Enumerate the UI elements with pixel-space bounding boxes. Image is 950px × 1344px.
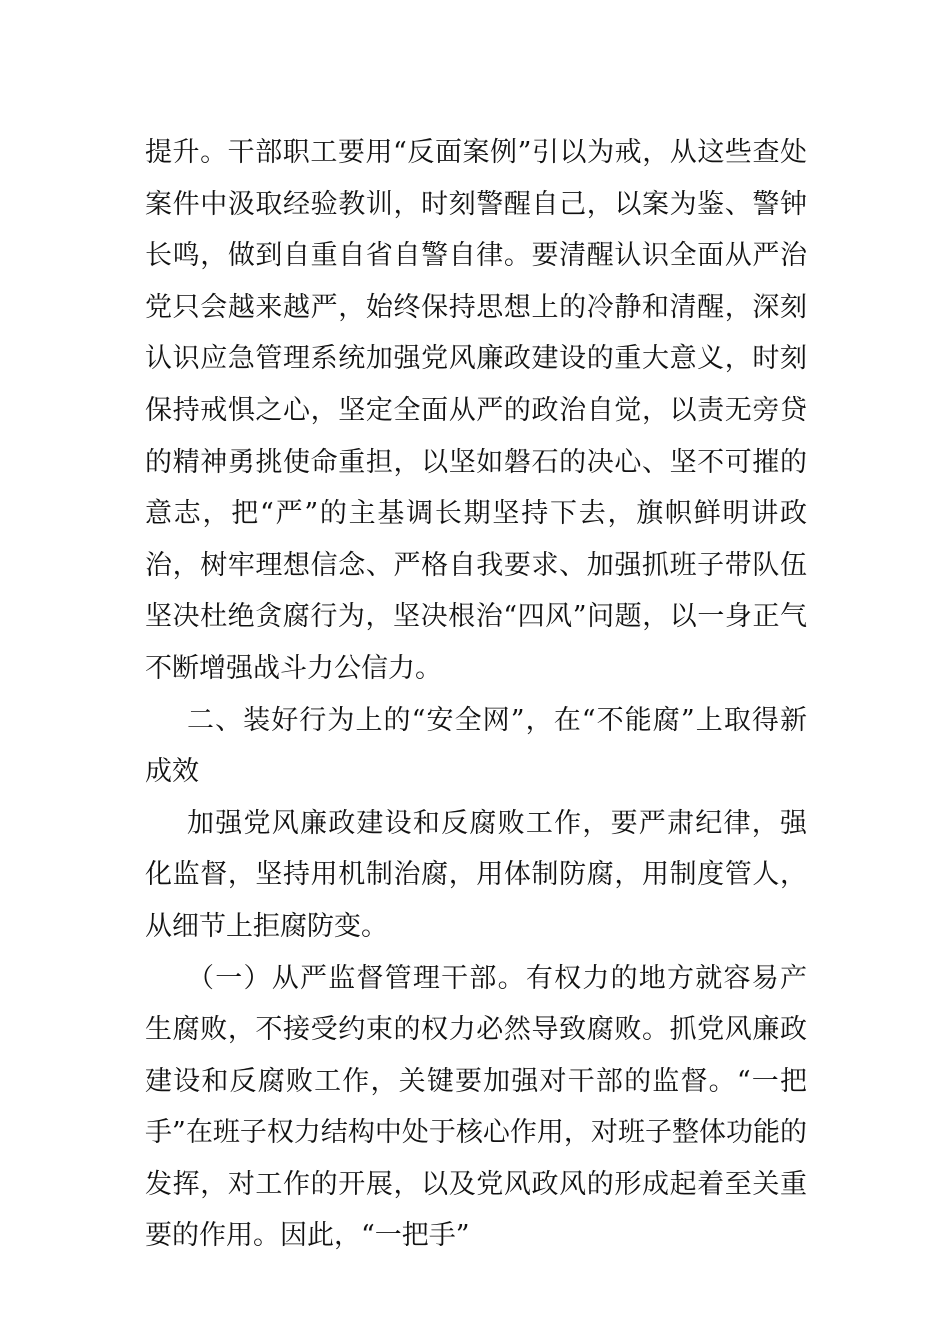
- section-heading: 二、装好行为上的“安全网”，在“不能腐”上取得新成效: [145, 704, 807, 788]
- paragraph-continuation: 提升。干部职工要用“反面案例”引以为戒，从这些查处案件中汲取经验教训，时刻警醒自己，以案为鉴、警钟长鸣，做到自重自省自警自律。要清醒认识全面从严治党只会越来越严，始终保持思想上的冷静和清醒，深刻认识应急管理系统加强党风廉政建设的重大意义，时刻保持戒惧之心，坚定全面从严的政治自觉，以责无旁贷的精神勇挑使命重担，以坚如磐石的决心、坚不可摧的意志，把“严”的主基调长期坚持下去，旗帜鲜明讲政治，树牢理想信念、严格自我要求、加强抓班子带队伍坚决杜绝贪腐行为，坚决根治“四风”问题，以一身正气不断增强战斗力公信力。: [145, 137, 807, 684]
- paragraph-subsection-1: （一）从严监督管理干部。有权力的地方就容易产生腐败，不接受约束的权力必然导致腐败。抓党风廉政建设和反腐败工作，关键要加强对干部的监督。“一把手”在班子权力结构中处于核心作用，对班子整体功能的发挥，对工作的开展，以及党风政风的形成起着至关重要的作用。因此，“一把手”: [145, 962, 807, 1252]
- document-body: [145, 127, 807, 1262]
- paragraph-intro: 加强党风廉政建设和反腐败工作，要严肃纪律，强化监督，坚持用机制治腐，用体制防腐，用制度管人，从细节上拒腐防变。: [145, 807, 807, 942]
